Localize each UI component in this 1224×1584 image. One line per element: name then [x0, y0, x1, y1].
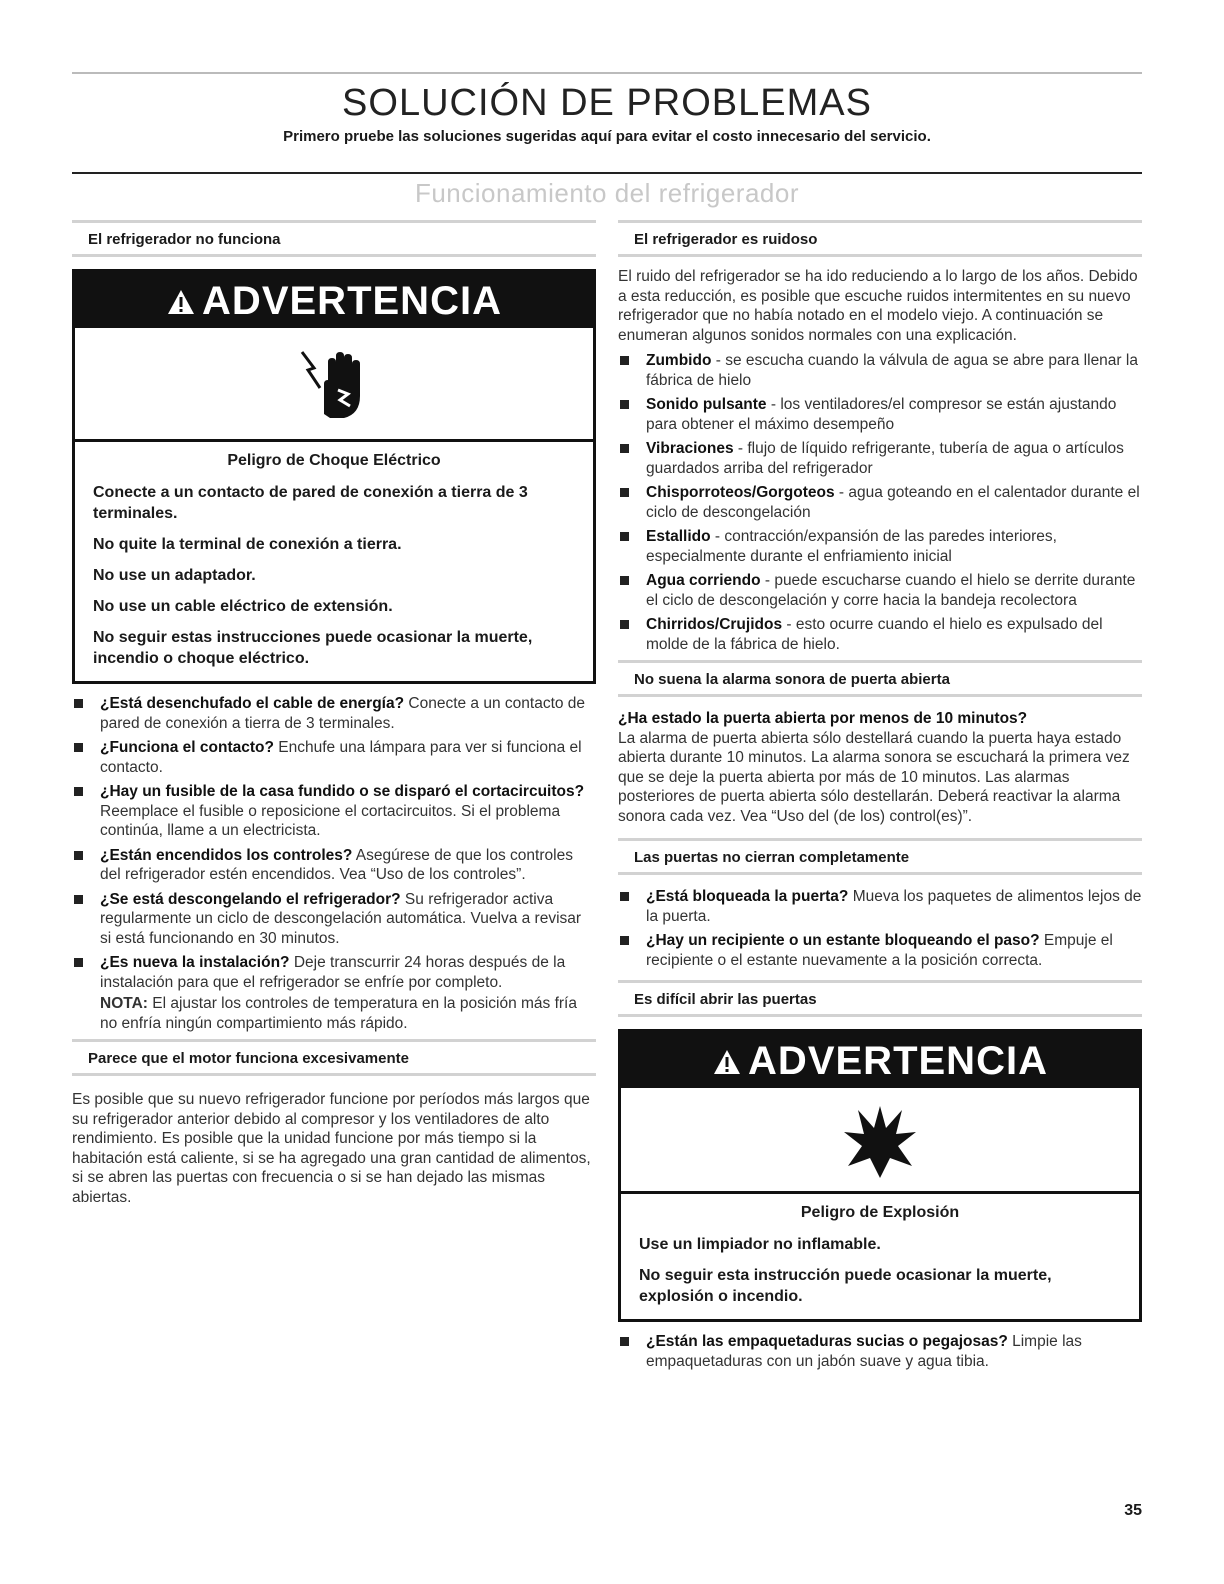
warning-line: No use un cable eléctrico de extensión.: [93, 598, 393, 615]
puertas-list: [618, 887, 1142, 970]
left-column: [72, 220, 596, 1207]
heading-abrir: Es difícil abrir las puertas: [618, 980, 1142, 1017]
warning-line: No quite la terminal de conexión a tierra.: [93, 536, 402, 553]
list-item: Vibraciones - flujo de líquido refrigerante, tubería de agua o artículos guardados arriba del refrigerador: [618, 439, 1142, 478]
warning-title: Peligro de Choque Eléctrico: [227, 452, 441, 469]
explosion-warning-box: [618, 1029, 1142, 1322]
list-item: Chisporroteos/Gorgoteos - agua goteando en el calentador durante el ciclo de descongelación: [618, 483, 1142, 522]
list-item: Chirridos/Crujidos - esto ocurre cuando el hielo es expulsado del molde de la fábrica de hielo.: [618, 615, 1142, 654]
list-item: ¿Está desenchufado el cable de energía? Conecte a un contacto de pared de conexión a tierra de 3 terminales.: [72, 694, 596, 733]
list-item: Zumbido - se escucha cuando la válvula de agua se abre para llenar la fábrica de hielo: [618, 351, 1142, 390]
warning-banner-text: ADVERTENCIA: [202, 279, 502, 323]
warning-banner: [621, 1032, 1139, 1088]
list-item: ¿Hay un fusible de la casa fundido o se disparó el cortacircuitos? Reemplace el fusible o reposicione el cortacircuitos. Si el problema continúa, llame a un electricista.: [72, 782, 596, 841]
warning-line: No seguir estas instrucciones puede ocasionar la muerte, incendio o choque eléctrico.: [93, 629, 533, 667]
warning-banner: [75, 272, 593, 328]
warning-line: No use un adaptador.: [93, 567, 256, 584]
list-item: ¿Se está descongelando el refrigerador? Su refrigerador activa regularmente un ciclo de descongelación automática. Vuelva a revisar si está funcionando en 30 minutos.: [72, 890, 596, 949]
no-funciona-list: [72, 694, 596, 992]
section-heading: Funcionamiento del refrigerador: [414, 178, 800, 208]
warning-banner-text: ADVERTENCIA: [748, 1039, 1048, 1083]
electric-shock-hand-icon: [75, 328, 593, 442]
warning-triangle-icon: [166, 274, 196, 332]
heading-ruidoso: El refrigerador es ruidoso: [618, 220, 1142, 257]
alarma-text: La alarma de puerta abierta sólo destellará cuando la puerta haya estado abierta durante 10 minutos. La alarma sonora se escuchará la primera vez que se deje la puerta abierta por más de 10 minutos. Las alarmas posteriores de puerta abierta sólo destellarán. Deberá reactivar la alarma sonora cada vez. Vea “Uso del (de los) control(es)”.: [618, 729, 1130, 825]
ruidoso-intro: El ruido del refrigerador se ha ido reduciendo a lo largo de los años. Debido a esta reducción, es posible que escuche ruidos intermitentes en su nuevo refrigerador que no había notado en el modelo viejo. A continuación se enumeran algunos sonidos normales con una explicación.: [618, 268, 1138, 344]
section-rule: [72, 172, 1142, 174]
warning-line: No seguir esta instrucción puede ocasionar la muerte, explosión o incendio.: [639, 1267, 1052, 1305]
ruidoso-list: [618, 351, 1142, 654]
abrir-list: [618, 1332, 1142, 1371]
heading-motor: Parece que el motor funciona excesivamente: [72, 1039, 596, 1076]
warning-body: [75, 442, 593, 681]
list-item: ¿Funciona el contacto? Enchufe una lámpara para ver si funciona el contacto.: [72, 738, 596, 777]
warning-line: Use un limpiador no inflamable.: [639, 1236, 881, 1253]
note: NOTA: El ajustar los controles de temperatura en la posición más fría no enfría ningún compartimiento más rápido.: [100, 995, 577, 1032]
page-number: 35: [1124, 1502, 1142, 1519]
alarma-question: ¿Ha estado la puerta abierta por menos de 10 minutos?: [618, 710, 1028, 727]
heading-puertas: Las puertas no cierran completamente: [618, 838, 1142, 875]
shock-warning-box: [72, 269, 596, 684]
explosion-icon: [621, 1088, 1139, 1194]
list-item: Estallido - contracción/expansión de las paredes interiores, especialmente durante el enfriamiento inicial: [618, 527, 1142, 566]
heading-no-funciona: El refrigerador no funciona: [72, 220, 596, 257]
list-item: Agua corriendo - puede escucharse cuando el hielo se derrite durante el ciclo de descongelación y corre hacia la bandeja recolectora: [618, 571, 1142, 610]
list-item: ¿Hay un recipiente o un estante bloqueando el paso? Empuje el recipiente o el estante nuevamente a la posición correcta.: [618, 931, 1142, 970]
heading-alarma: No suena la alarma sonora de puerta abierta: [618, 660, 1142, 697]
warning-body: [621, 1194, 1139, 1319]
list-item: ¿Está bloqueada la puerta? Mueva los paquetes de alimentos lejos de la puerta.: [618, 887, 1142, 926]
warning-triangle-icon: [712, 1034, 742, 1092]
list-item: ¿Es nueva la instalación? Deje transcurrir 24 horas después de la instalación para que el refrigerador se enfríe por completo.: [72, 953, 596, 992]
list-item: ¿Están las empaquetaduras sucias o pegajosas? Limpie las empaquetaduras con un jabón suave y agua tibia.: [618, 1332, 1142, 1371]
list-item: Sonido pulsante - los ventiladores/el compresor se están ajustando para obtener el máximo desempeño: [618, 395, 1142, 434]
page-title: SOLUCIÓN DE PROBLEMAS: [342, 82, 872, 124]
motor-text: Es posible que su nuevo refrigerador funcione por períodos más largos que su refrigerador anterior debido al compresor y los ventiladores de alto rendimiento. Es posible que la unidad funcione por más tiempo si la habitación está caliente, si se ha agregado una gran cantidad de alimentos, si se abren las puertas con frecuencia o si se han dejado las mismas abiertas.: [72, 1091, 591, 1206]
warning-line: Conecte a un contacto de pared de conexión a tierra de 3 terminales.: [93, 484, 528, 522]
warning-title: Peligro de Explosión: [800, 1204, 960, 1221]
page-subtitle: Primero pruebe las soluciones sugeridas aquí para evitar el costo innecesario del servicio.: [283, 128, 931, 145]
top-rule: [72, 72, 1142, 74]
list-item: ¿Están encendidos los controles? Asegúrese de que los controles del refrigerador estén encendidos. Vea “Uso de los controles”.: [72, 846, 596, 885]
right-column: [618, 220, 1142, 1376]
